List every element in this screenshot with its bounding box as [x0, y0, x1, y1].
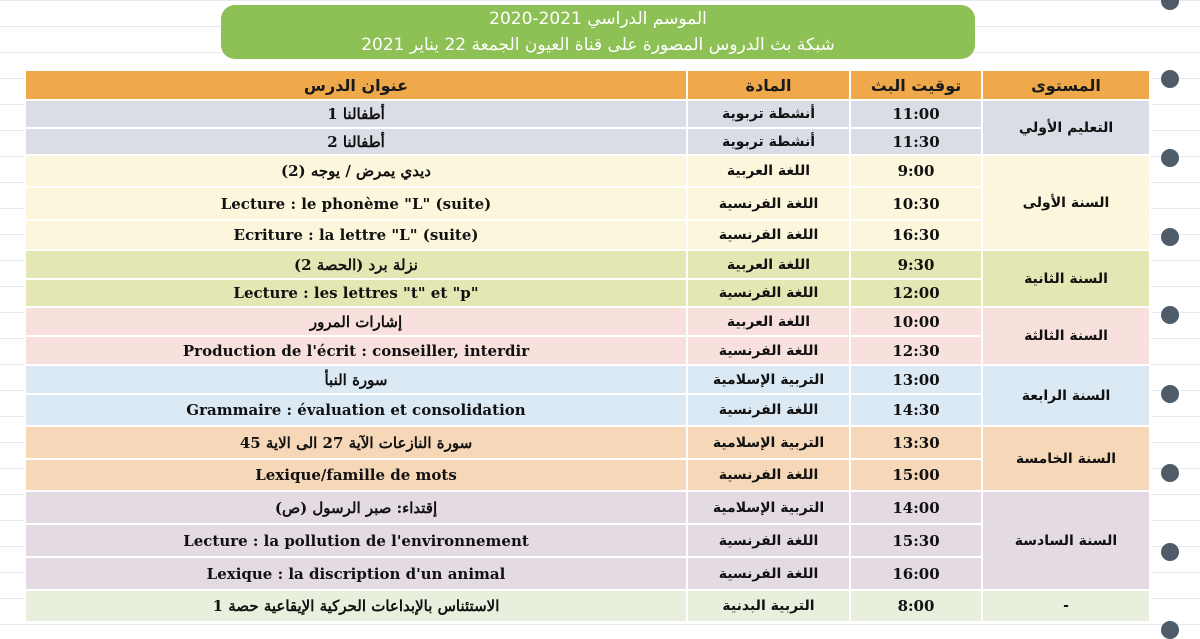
schedule-body	[25, 100, 1150, 622]
table-row	[25, 459, 1150, 491]
lesson-title-cell: نزلة برد (الحصة 2)	[25, 250, 687, 279]
lesson-title-cell: Grammaire : évaluation et consolidation	[25, 394, 687, 426]
lesson-title-cell: إشارات المرور	[25, 307, 687, 336]
lesson-title-cell: أطفالنا 1	[25, 100, 687, 128]
subject-cell: التربية الإسلامية	[687, 426, 850, 459]
school-year-title: الموسم الدراسي 2021-2020	[489, 9, 707, 29]
level-cell: السنة الثالثة	[982, 307, 1150, 365]
table-row	[25, 220, 1150, 250]
binder-ring-icon	[1161, 621, 1179, 639]
lesson-title-cell: الاستئناس بالإبداعات الحركية الإيقاعية حصة 1	[25, 590, 687, 622]
time-cell: 13:00	[850, 365, 982, 394]
lesson-title-cell: أطفالنا 2	[25, 128, 687, 155]
table-row	[25, 557, 1150, 590]
binder-ring-icon	[1161, 70, 1179, 88]
level-cell: السنة الخامسة	[982, 426, 1150, 491]
table-row	[25, 336, 1150, 365]
lesson-title-cell: Ecriture : la lettre "L" (suite)	[25, 220, 687, 250]
column-header-level: المستوى	[982, 70, 1150, 100]
subject-cell: اللغة الفرنسية	[687, 557, 850, 590]
binder-ring-icon	[1161, 149, 1179, 167]
binder-ring-icon	[1161, 306, 1179, 324]
table-row	[25, 307, 1150, 336]
level-cell: -	[982, 590, 1150, 622]
binder-ring-icon	[1161, 464, 1179, 482]
table-row	[25, 491, 1150, 524]
time-cell: 11:00	[850, 100, 982, 128]
subject-cell: اللغة الفرنسية	[687, 459, 850, 491]
column-header-subject: المادة	[687, 70, 850, 100]
level-cell: التعليم الأولي	[982, 100, 1150, 155]
time-cell: 14:00	[850, 491, 982, 524]
subject-cell: اللغة العربية	[687, 250, 850, 279]
time-cell: 13:30	[850, 426, 982, 459]
lesson-title-cell: Production de l'écrit : conseiller, interdir	[25, 336, 687, 365]
time-cell: 11:30	[850, 128, 982, 155]
table-row	[25, 279, 1150, 307]
subject-cell: اللغة الفرنسية	[687, 187, 850, 220]
lesson-title-cell: ديدي يمرض / يوجه (2)	[25, 155, 687, 187]
subject-cell: اللغة الفرنسية	[687, 279, 850, 307]
subject-cell: اللغة العربية	[687, 307, 850, 336]
table-row	[25, 524, 1150, 557]
broadcast-schedule-title: شبكة بث الدروس المصورة على قناة العيون الجمعة 22 يناير 2021	[361, 35, 835, 55]
table-header-row	[25, 70, 1150, 100]
table-row	[25, 394, 1150, 426]
time-cell: 9:00	[850, 155, 982, 187]
time-cell: 12:00	[850, 279, 982, 307]
time-cell: 10:30	[850, 187, 982, 220]
time-cell: 15:00	[850, 459, 982, 491]
binder-ring-icon	[1161, 0, 1179, 10]
column-header-title: عنوان الدرس	[25, 70, 687, 100]
subject-cell: اللغة الفرنسية	[687, 336, 850, 365]
subject-cell: التربية البدنية	[687, 590, 850, 622]
lesson-title-cell: Lexique : la discription d'un animal	[25, 557, 687, 590]
time-cell: 16:30	[850, 220, 982, 250]
time-cell: 10:00	[850, 307, 982, 336]
binder-ring-icon	[1161, 228, 1179, 246]
level-cell: السنة الثانية	[982, 250, 1150, 307]
subject-cell: أنشطة تربوية	[687, 128, 850, 155]
table-row	[25, 100, 1150, 128]
subject-cell: اللغة الفرنسية	[687, 394, 850, 426]
lesson-title-cell: سورة النبأ	[25, 365, 687, 394]
time-cell: 9:30	[850, 250, 982, 279]
table-row	[25, 365, 1150, 394]
lesson-title-cell: Lecture : les lettres "t" et "p"	[25, 279, 687, 307]
schedule-table	[24, 69, 1151, 623]
level-cell: السنة الرابعة	[982, 365, 1150, 426]
time-cell: 14:30	[850, 394, 982, 426]
level-cell: السنة الأولى	[982, 155, 1150, 250]
header-banner	[221, 5, 975, 59]
subject-cell: اللغة العربية	[687, 155, 850, 187]
lesson-title-cell: إقتداء: صبر الرسول (ص)	[25, 491, 687, 524]
table-row	[25, 155, 1150, 187]
lesson-title-cell: Lecture : la pollution de l'environnement	[25, 524, 687, 557]
time-cell: 15:30	[850, 524, 982, 557]
binder-rings	[1161, 0, 1181, 630]
table-row	[25, 590, 1150, 622]
level-cell: السنة السادسة	[982, 491, 1150, 590]
table-row	[25, 128, 1150, 155]
subject-cell: التربية الإسلامية	[687, 491, 850, 524]
column-header-time: توقيت البث	[850, 70, 982, 100]
time-cell: 16:00	[850, 557, 982, 590]
table-row	[25, 426, 1150, 459]
subject-cell: التربية الإسلامية	[687, 365, 850, 394]
lesson-title-cell: سورة النازعات الآية 27 الى الاية 45	[25, 426, 687, 459]
subject-cell: اللغة الفرنسية	[687, 524, 850, 557]
time-cell: 12:30	[850, 336, 982, 365]
time-cell: 8:00	[850, 590, 982, 622]
subject-cell: أنشطة تربوية	[687, 100, 850, 128]
lesson-title-cell: Lexique/famille de mots	[25, 459, 687, 491]
subject-cell: اللغة الفرنسية	[687, 220, 850, 250]
lesson-title-cell: Lecture : le phonème "L" (suite)	[25, 187, 687, 220]
table-row	[25, 250, 1150, 279]
binder-ring-icon	[1161, 385, 1179, 403]
binder-ring-icon	[1161, 543, 1179, 561]
table-row	[25, 187, 1150, 220]
